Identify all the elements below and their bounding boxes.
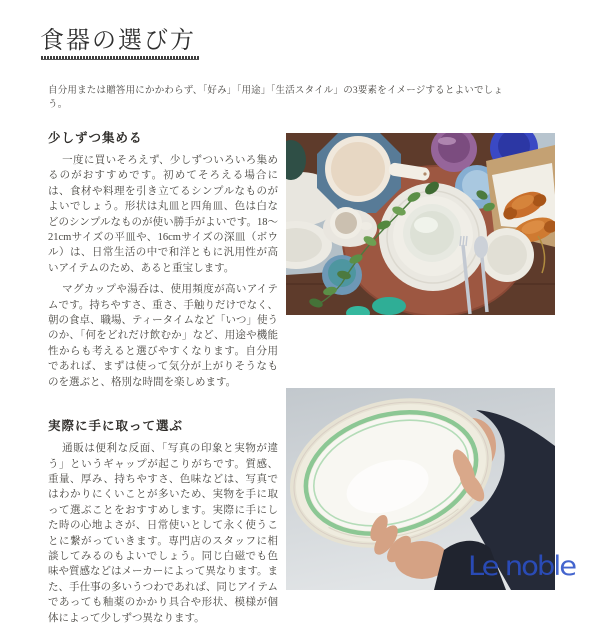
section-paragraph: マグカップや湯呑は、使用頻度が高いアイテムです。持ちやすさ、重さ、手触りだけでなく、朝の食卓、職場、ティータイムなど「いつ」使うのか、「何をどれだけ飲むか」など、用途や機能性からも考えると選びやすくなります。自分用であれば、まずは使って気分が上がりそうなものを選ぶと、格別な時間を楽しめます。 [48, 284, 278, 388]
page-title: 食器の選び方 [40, 28, 196, 54]
table-setting-photo [286, 133, 555, 315]
turquoise-dish [372, 297, 406, 315]
section-heading: 少しずつ集める [48, 131, 143, 145]
white-plate-stack [379, 183, 487, 291]
table-setting-illustration [286, 133, 555, 315]
intro-text: 自分用または贈答用にかかわらず、「好み」「用途」「生活スタイル」の3要素をイメージするとよいでしょう。 [48, 86, 504, 110]
section-pick-up-and-choose [48, 416, 278, 626]
section-paragraph: 一度に買いそろえず、少しずついろいろ集めるのがおすすめです。初めてそろえる場合には、食材や料理を引き立てるシンプルなものがよいでしょう。形状は丸皿と四角皿、色は白などのシンプルなものが使い勝手がよいです。18～21cmサイズの平皿や、16cmサイズの深皿（ボウル）は、日常生活の中で和洋ともに汎用性が高いアイテムのため、あると重宝します。 [48, 155, 278, 274]
article-body [48, 128, 278, 632]
section-heading: 実際に手に取って選ぶ [48, 419, 184, 434]
lenoble-watermark-logo: Le noble [468, 550, 576, 582]
section-collect-gradually [48, 128, 278, 390]
section-paragraph: 通販は便利な反面、「写真の印象と実物が違う」というギャップが起こりがちです。質感、重量、厚み、持ちやすさ、色味などは、写真ではわかりにくいことが多いため、実物を手に取って選ぶことをおすすめします。実際に手にした時の心地よさが、日常使いとして永く使うことに繋がっていきます。専門店のスタッフに相談してみるのもよいでしょう。同じ白磁でも色味や質感などはメーカーによって異なります。また、手仕事の多いうつわであれば、同じアイテムであっても釉薬のかかり具合や形状、模様が個体によって少しずつ異なります。 [48, 443, 278, 624]
title-underline-divider [41, 56, 199, 60]
